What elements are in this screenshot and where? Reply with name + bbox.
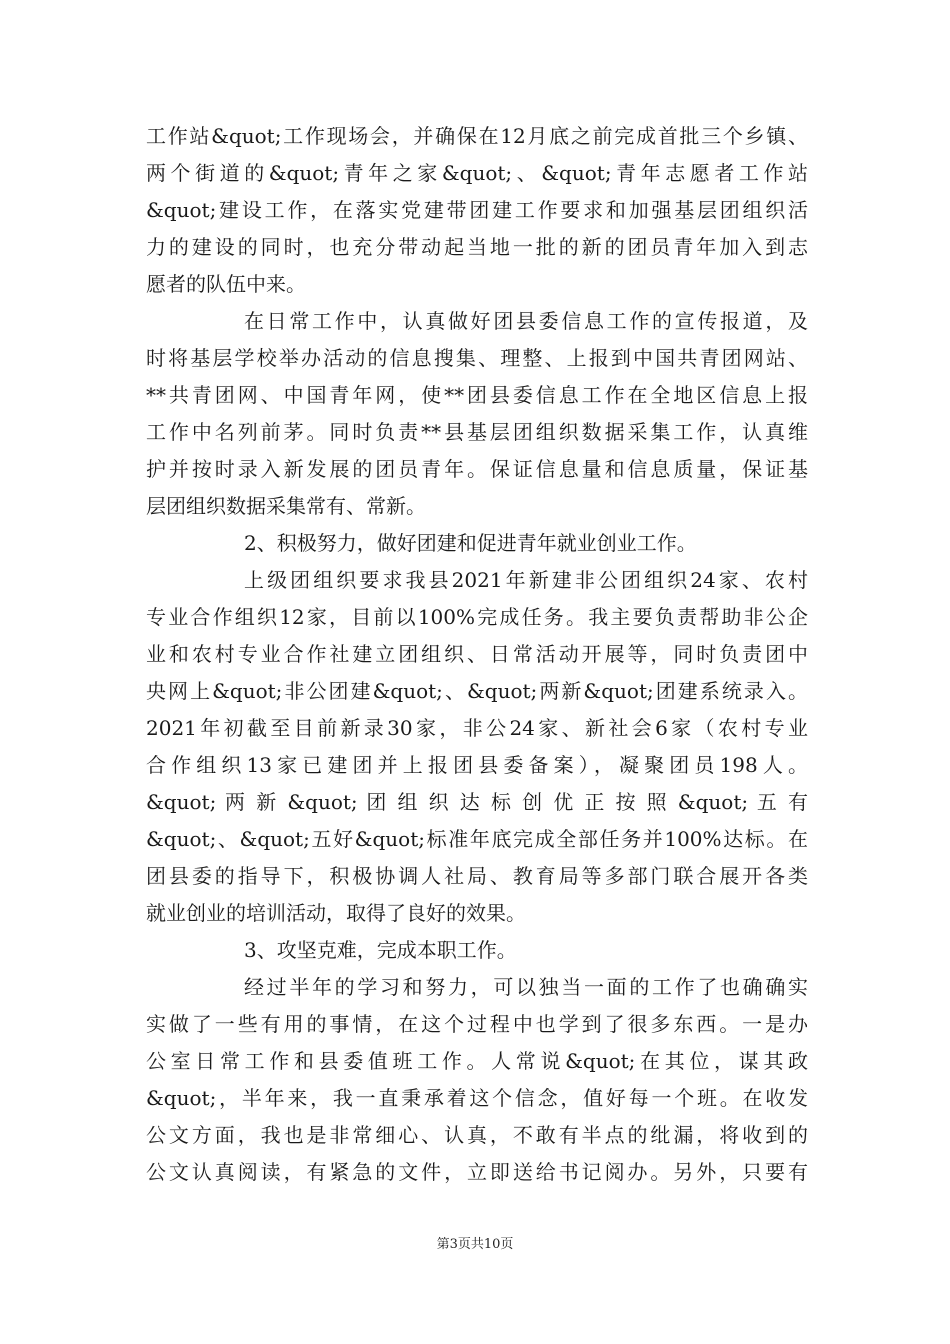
text-line: &quot; 两 新 &quot; 团 组 织 达 标 创 优 正 按 照 &quot; 五 有 xyxy=(146,790,808,814)
text-line: &quot;、&quot;五好&quot;标准年底完成全部任务并100%达标。在 xyxy=(146,827,808,851)
text-line: 团县委的指导下，积极协调人社局、教育局等多部门联合展开各类 xyxy=(146,864,808,888)
text-line: &quot;建设工作，在落实党建带团建工作要求和加强基层团组织活 xyxy=(146,198,808,222)
text-line: 公文方面，我也是非常细心、认真，不敢有半点的纰漏，将收到的 xyxy=(146,1123,808,1147)
text-line: 护并按时录入新发展的团员青年。保证信息量和信息质量，保证基 xyxy=(146,457,808,481)
text-line: 3、攻坚克难，完成本职工作。 xyxy=(244,938,517,962)
text-line: 实做了一些有用的事情，在这个过程中也学到了很多东西。一是办 xyxy=(146,1012,808,1036)
text-line: 力的建设的同时，也充分带动起当地一批的新的团员青年加入到志 xyxy=(146,235,808,259)
text-line: 业和农村专业合作社建立团组织、日常活动开展等，同时负责团中 xyxy=(146,642,808,666)
text-line: 在日常工作中，认真做好团县委信息工作的宣传报道，及 xyxy=(244,309,808,333)
text-line: 公室日常工作和县委值班工作。人常说&quot;在其位，谋其政 xyxy=(146,1049,808,1073)
text-line: 工作中名列前茅。同时负责**县基层团组织数据采集工作，认真维 xyxy=(146,420,808,444)
text-line: 两个街道的&quot;青年之家&quot;、&quot;青年志愿者工作站 xyxy=(146,161,808,185)
text-line: 层团组织数据采集常有、常新。 xyxy=(146,494,426,518)
page-number: 第3页共10页 xyxy=(436,1237,514,1252)
text-line: 公文认真阅读，有紧急的文件，立即送给书记阅办。另外，只要有 xyxy=(146,1160,808,1184)
text-line: 2、积极努力，做好团建和促进青年就业创业工作。 xyxy=(244,531,697,555)
text-line: 经过半年的学习和努力，可以独当一面的工作了也确确实 xyxy=(244,975,808,999)
document-body xyxy=(146,118,808,1191)
text-line: 愿者的队伍中来。 xyxy=(146,272,306,296)
text-line: &quot;，半年来，我一直秉承着这个信念，值好每一个班。在收发 xyxy=(146,1086,808,1110)
text-line: 合作组织13家已建团并上报团县委备案），凝聚团员198人。 xyxy=(146,753,808,777)
text-line: 工作站&quot;工作现场会，并确保在12月底之前完成首批三个乡镇、 xyxy=(146,124,808,148)
text-line: **共青团网、中国青年网，使**团县委信息工作在全地区信息上报 xyxy=(146,383,808,407)
text-line: 上级团组织要求我县2021年新建非公团组织24家、农村 xyxy=(244,568,808,592)
text-line: 央网上&quot;非公团建&quot;、&quot;两新&quot;团建系统录入。 xyxy=(146,679,808,703)
text-line: 2021年初截至目前新录30家，非公24家、新社会6家（农村专业 xyxy=(146,716,808,740)
text-line: 就业创业的培训活动，取得了良好的效果。 xyxy=(146,901,526,925)
text-line: 专业合作组织12家，目前以100%完成任务。我主要负责帮助非公企 xyxy=(146,605,808,629)
text-line: 时将基层学校举办活动的信息搜集、理整、上报到中国共青团网站、 xyxy=(146,346,808,370)
